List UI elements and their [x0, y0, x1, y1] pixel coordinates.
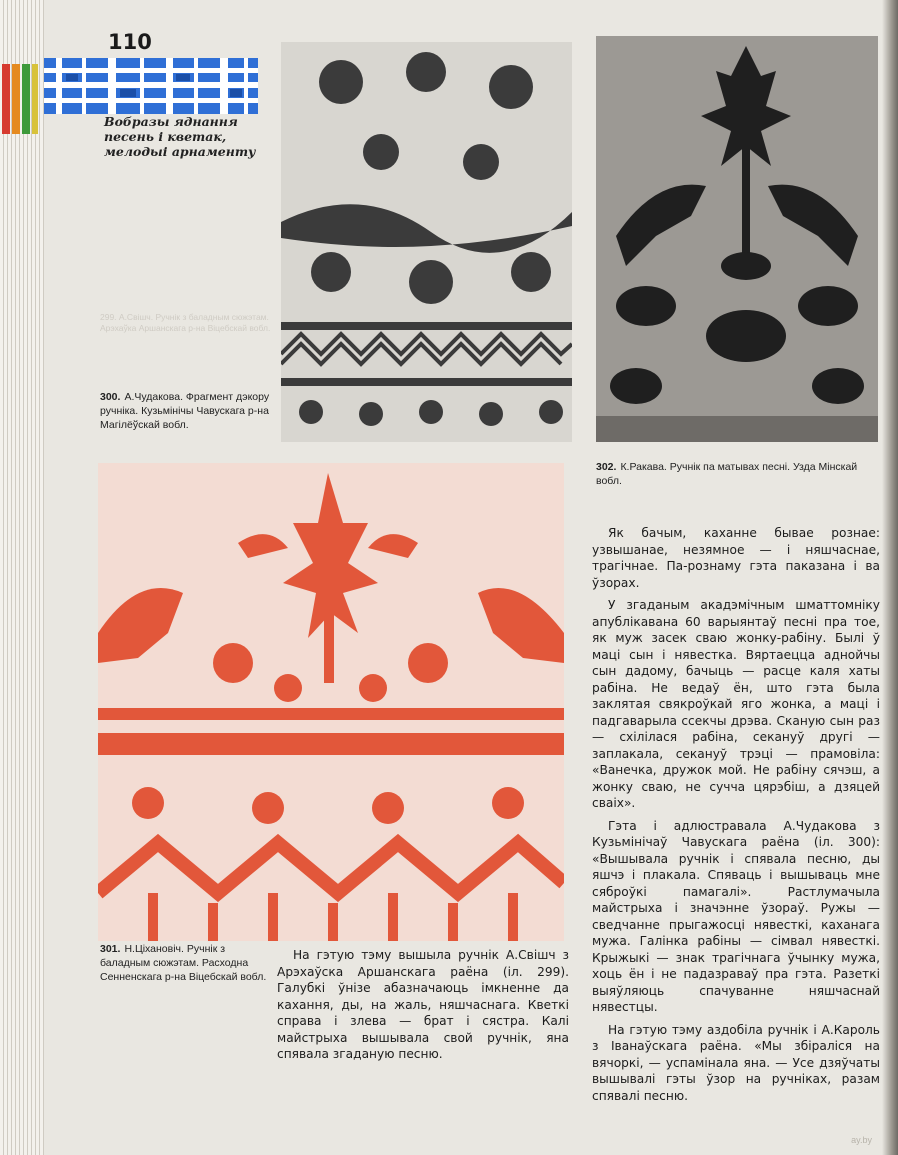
- page-number: 110: [108, 30, 152, 54]
- figure-number: 302.: [596, 461, 617, 473]
- caption-text: Н.Ціхановіч. Ручнік з баладным сюжэтам. Расходна Сенненскага р-на Віцебскай вобл.: [100, 943, 267, 983]
- figure-302-caption: [596, 460, 878, 488]
- paragraph: У згаданым акадэмічным шматтомніку апублікавана 60 варыянтаў песні пра тое, як муж засек сваю жонку-рабіну. Былі ў маці сын і нявестка. Вяртаецца аднойчы сын дадому, бачыць — расце каля хаты рабіна. Не ведаў ён, што гэта была заклятая свякроўкай яго жонка, а маці і падгаварыла ссекчы дрэва. Сканую сын раз — схілілася рабіна, секануў другі — заплакала, секануў трэці — прамовіла: «Ванечка, дружок мой. Не рабіну сячэш, а жонку сваю, не сучча цярэбіш, а дзяцей сваіх».: [592, 598, 880, 810]
- paragraph: На гэтую тэму аздобіла ручнік і А.Кароль з Іванаўскага раёна. «Мы збіраліся на вячоркі, — успамінала яна. — Усе дзяўчаты вышывалі гэты ўзор на ручніках, разам спявалі песню.: [592, 1022, 880, 1103]
- page-edges: [0, 0, 44, 1155]
- paragraph: Гэта і адлюстравала А.Чудакова з Кузьмінічаў Чавускага раёна (іл. 300): «Вышывала ручнік і спявала песню, ды яшчэ і плакала. Спяваць і вышываць мне сяброўкі памагалі». Растлумачыла майстрыха і значэнне ўзораў. Ружы — сведчанне прыгажосці нявесткі, каханага мужа. Галінка рабіны — сімвал нявесткі. Крыжыкі — знак трагічнага ўчынку мужа, хоць ён і не падазраваў пра гэта. Разеткі выяўляюць спачуванне няшчаснай нявестцы.: [592, 818, 880, 1014]
- header-ornament-band: [44, 58, 258, 114]
- body-text-right-column: [592, 525, 880, 1110]
- body-text-left-column: [277, 947, 569, 1069]
- caption-text: К.Ракава. Ручнік па матывах песні. Узда Мінскай вобл.: [596, 461, 858, 487]
- paragraph: Як бачым, каханне бывае рознае: узвышанае, незямное — і няшчаснае, трагічнае. Па-рознаму гэта паказана і ва ўзорах.: [592, 526, 880, 590]
- watermark: ay.by: [851, 1135, 872, 1145]
- paragraph: На гэтую тэму вышыла ручнік А.Свішч з Арэхаўска Аршанскага раёна (іл. 299). Галубкі ўнізе абазначаюць імкненне да кахання, ды, на жаль, няшчаснага. Кветкі справа і злева — брат і сястра. Калі майстрыха вышывала свой ручнік, яна спявала згаданую песню.: [277, 948, 569, 1061]
- figure-300-caption: [100, 390, 270, 432]
- figure-302-photo: [596, 36, 878, 442]
- figure-number: 301.: [100, 943, 121, 955]
- figure-300-photo: [281, 42, 572, 442]
- figure-301-caption: [100, 942, 275, 984]
- edge-color-marks: [0, 64, 44, 134]
- show-through-text: 299. А.Свішч. Ручнік з баладным сюжэтам. Арэхаўка Аршанскага р-на Віцебскай вобл.: [100, 312, 271, 333]
- binding-shadow: [882, 0, 898, 1155]
- figure-301-photo: [98, 463, 564, 941]
- figure-number: 300.: [100, 391, 121, 403]
- caption-text: А.Чудакова. Фрагмент дэкору ручніка. Кузьмінічы Чавускага р-на Магілёўскай вобл.: [100, 391, 270, 431]
- chapter-title: Вобразы яднання песень і кветак, мелодыі арнаменту: [104, 114, 256, 159]
